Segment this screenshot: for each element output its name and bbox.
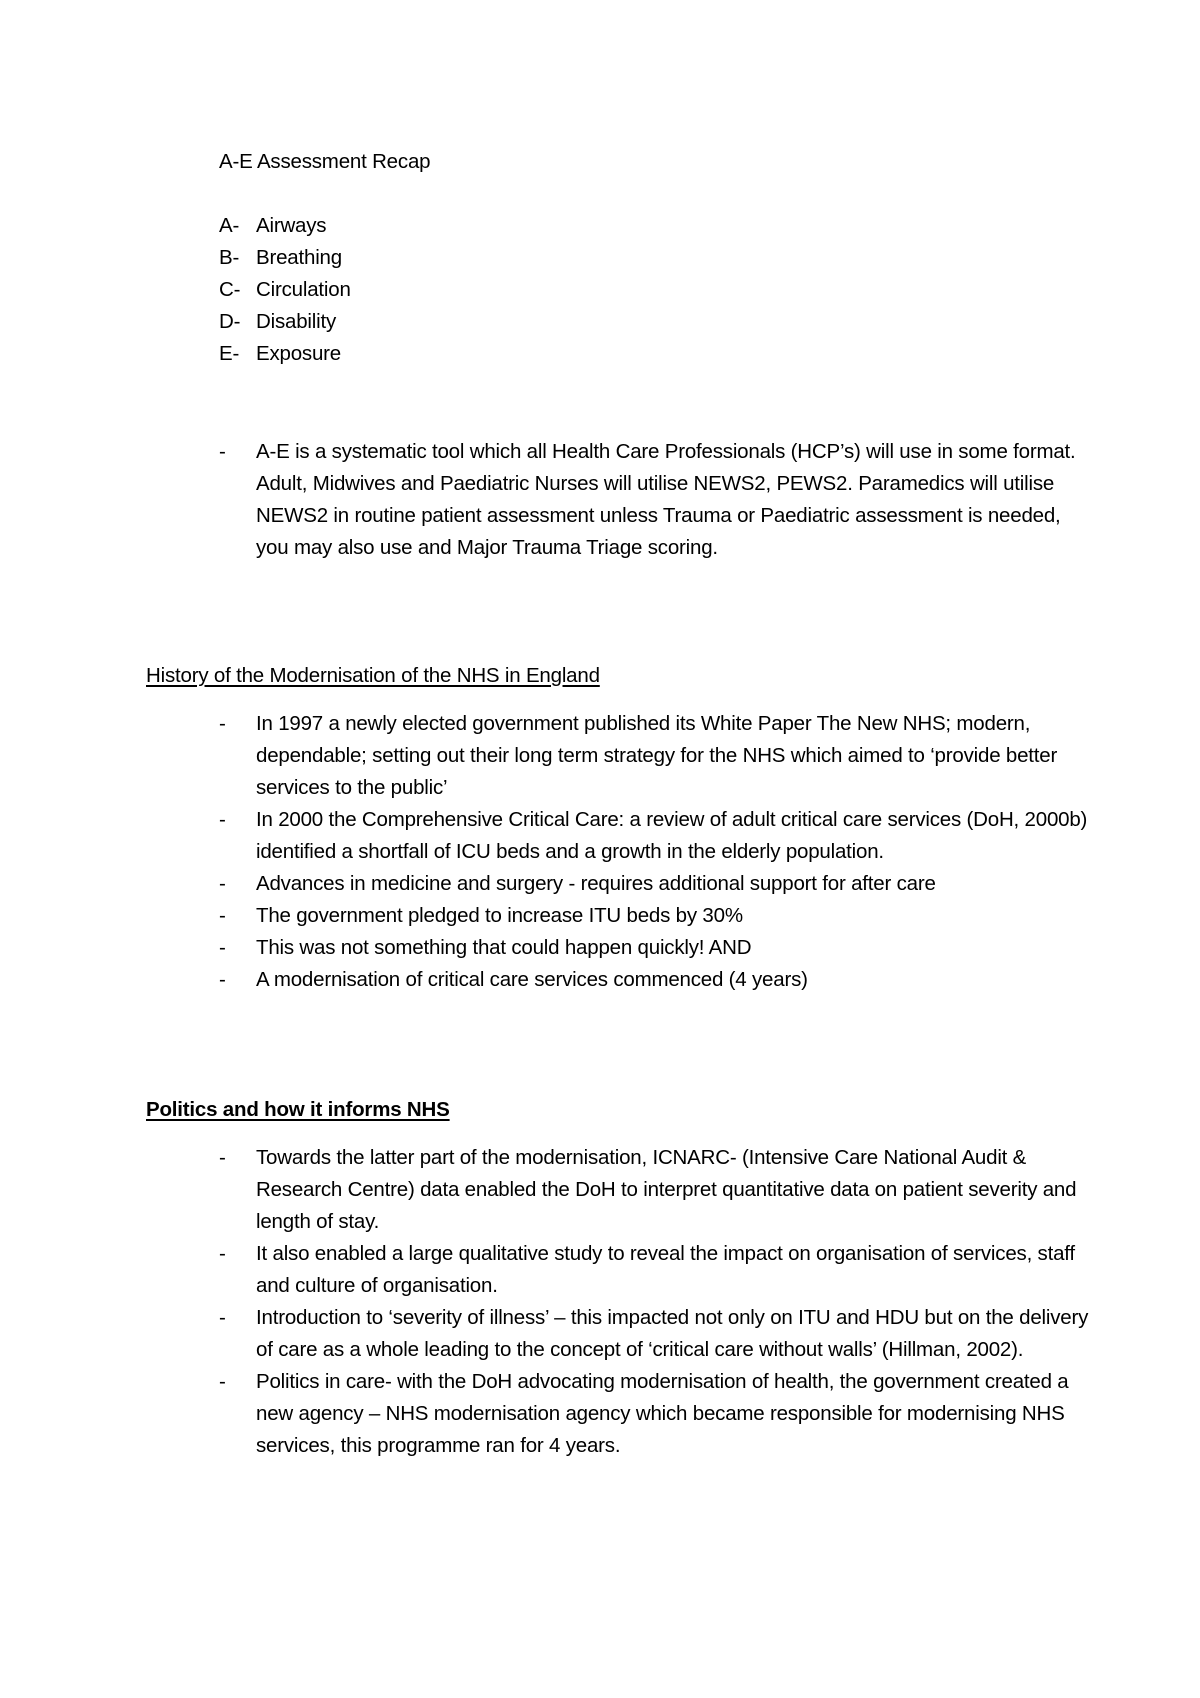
list-letter: E-: [219, 342, 240, 365]
bullet-text: Advances in medicine and surgery - requires additional support for after care: [256, 872, 936, 895]
bullet-dash: -: [219, 1242, 226, 1265]
bullet-text: It also enabled a large qualitative study to reveal the impact on organisation of services, staff and culture of organisation.: [256, 1242, 1075, 1297]
bullet-dash: -: [219, 712, 226, 735]
bullet-item: [219, 1238, 1089, 1302]
list-letter: A-: [219, 214, 240, 237]
bullet-text: In 2000 the Comprehensive Critical Care: a review of adult critical care services (DoH, 2000b) identified a shortfall of ICU beds and a growth in the elderly population.: [256, 808, 1088, 863]
bullet-item: [219, 964, 1089, 996]
list-label: Airways: [256, 214, 327, 237]
bullet-text: Introduction to ‘severity of illness’ – this impacted not only on ITU and HDU but on the delivery of care as a whole leading to the concept of ‘critical care without walls’ (Hillman, 2002).: [256, 1306, 1089, 1361]
list-label: Circulation: [256, 278, 351, 301]
bullet-dash: -: [219, 1370, 226, 1393]
bullet-text: Politics in care- with the DoH advocating modernisation of health, the government created a new agency – NHS modernisation agency which became responsible for modernising NHS services, this programme ran for 4 years.: [256, 1370, 1069, 1457]
bullet-text: In 1997 a newly elected government published its White Paper The New NHS; modern, dependable; setting out their long term strategy for the NHS which aimed to ‘provide better services to the public’: [256, 712, 1058, 799]
bullet-item: [219, 900, 1089, 932]
list-item: [219, 244, 351, 276]
list-label: Disability: [256, 310, 337, 333]
bullet-item: [219, 868, 1089, 900]
list-label: Exposure: [256, 342, 342, 365]
bullet-item: [219, 1142, 1089, 1238]
list-item: [219, 212, 351, 244]
bullet-item: [219, 1366, 1089, 1462]
ae-list: [219, 212, 351, 372]
bullet-text: A modernisation of critical care services commenced (4 years): [256, 968, 808, 991]
politics-heading: Politics and how it informs NHS: [146, 1098, 450, 1121]
bullet-text: The government pledged to increase ITU beds by 30%: [256, 904, 743, 927]
bullet-dash: -: [219, 808, 226, 831]
bullet-dash: -: [219, 1306, 226, 1329]
list-label: Breathing: [256, 246, 342, 269]
bullet-item: [219, 1302, 1089, 1366]
history-heading: History of the Modernisation of the NHS in England: [146, 664, 600, 687]
bullet-text: This was not something that could happen quickly! AND: [256, 936, 752, 959]
bullet-text: Towards the latter part of the modernisation, ICNARC- (Intensive Care National Audit & Research Centre) data enabled the DoH to interpret quantitative data on patient severity and length of stay.: [256, 1146, 1077, 1233]
list-letter: B-: [219, 246, 240, 269]
bullet-item: [219, 804, 1089, 868]
politics-bullets: [219, 1142, 1089, 1462]
bullet-text: A-E is a systematic tool which all Health Care Professionals (HCP’s) will use in some format. Adult, Midwives and Paediatric Nurses will utilise NEWS2, PEWS2. Paramedics will utilise NEWS2 in routine patient assessment unless Trauma or Paediatric assessment is needed, you may also use and Major Trauma Triage scoring.: [256, 440, 1076, 559]
list-item: [219, 276, 351, 308]
bullet-dash: -: [219, 440, 226, 463]
bullet-dash: -: [219, 1146, 226, 1169]
recap-title: A-E Assessment Recap: [219, 150, 431, 173]
bullet-dash: -: [219, 904, 226, 927]
list-letter: C-: [219, 278, 241, 301]
bullet-item: [219, 436, 1089, 564]
bullet-dash: -: [219, 872, 226, 895]
bullet-dash: -: [219, 936, 226, 959]
bullet-dash: -: [219, 968, 226, 991]
bullet-item: [219, 932, 1089, 964]
list-letter: D-: [219, 310, 241, 333]
list-item: [219, 340, 351, 372]
recap-bullets: [219, 436, 1089, 564]
bullet-item: [219, 708, 1089, 804]
history-bullets: [219, 708, 1089, 996]
list-item: [219, 308, 351, 340]
